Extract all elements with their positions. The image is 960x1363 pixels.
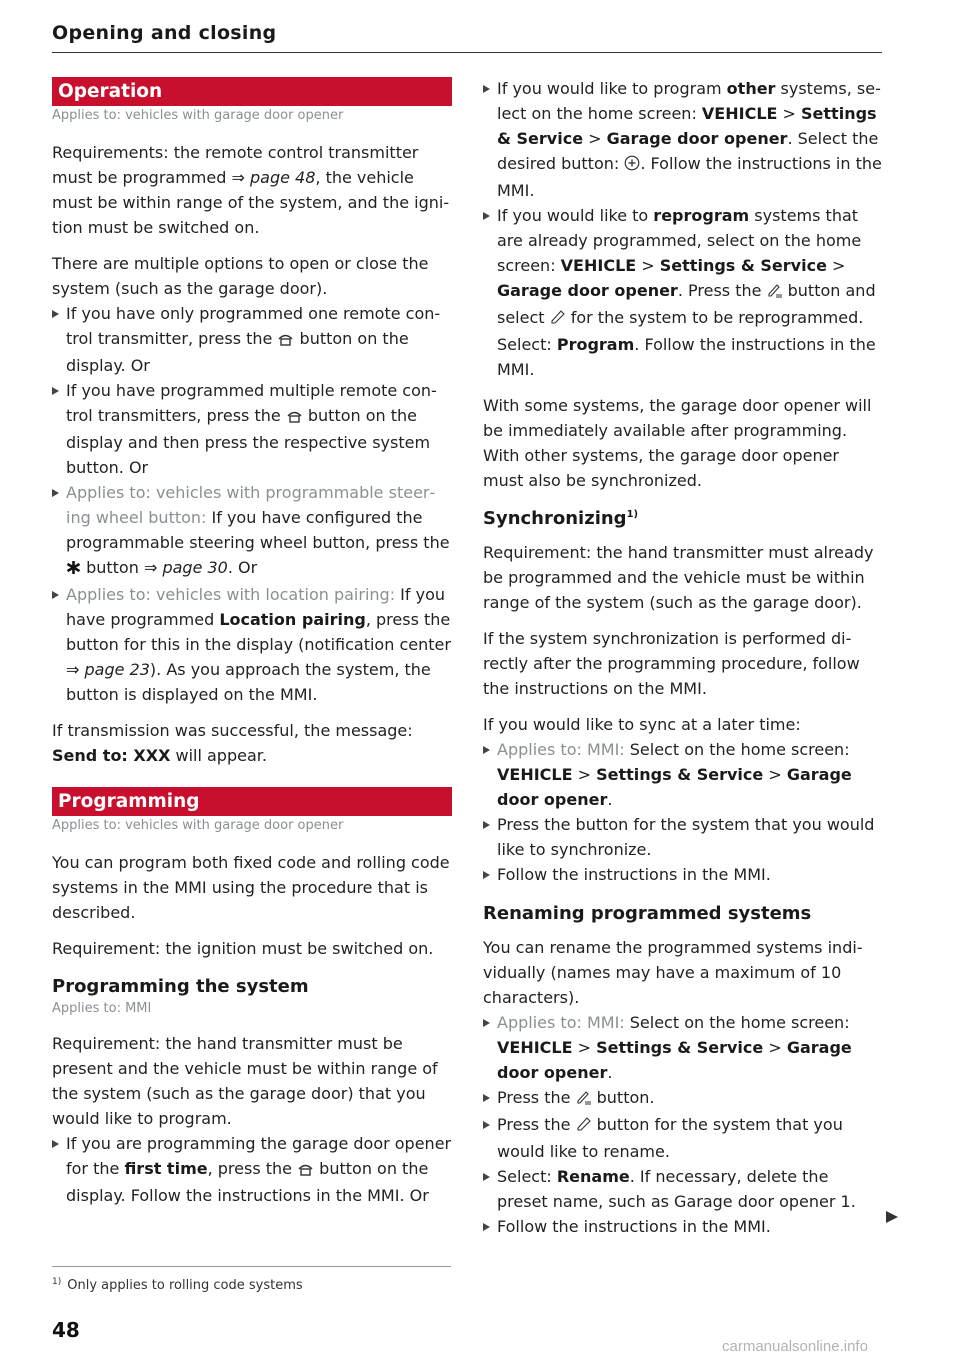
programming-list-right (483, 76, 883, 382)
synchronizing-heading: Synchronizing$^{1)}$ (483, 508, 639, 529)
list-item: If you have only programmed one remote control transmitter, press the button on the display. Or (52, 301, 452, 378)
operation-list (52, 301, 452, 707)
sync-direct: If the system synchronization is performed directly after the programming procedure, follow the instructions on the MMI. (483, 629, 860, 698)
footnote: $^{1)}$ Only applies to rolling code systems (52, 1276, 303, 1293)
rename-list (483, 1010, 883, 1239)
watermark: carmanualsonline.info (722, 1338, 868, 1355)
list-item: Select: Rename. If necessary, delete the preset name, such as Garage door opener 1. (483, 1164, 883, 1214)
list-item: If you would like to reprogram systems that are already programmed, select on the home screen: VEHICLE > Settings & Service > Garage door opener. Press the button and select for the system to be reprogrammed. Select: Program. Follow the instructions in the MMI. (483, 203, 883, 382)
page-link[interactable]: ⇒ page 23 (66, 660, 150, 679)
list-item: Applies to: MMI: Select on the home screen: VEHICLE > Settings & Service > Garage door opener. (483, 737, 883, 812)
programming-system-heading: Programming the system (52, 976, 309, 997)
programming-requirement: Requirement: the ignition must be switched on. (52, 939, 434, 958)
footnote-divider (52, 1266, 451, 1267)
page-link[interactable]: ⇒ page 30 (143, 558, 228, 577)
list-item: If you would like to program other systems, select on the home screen: VEHICLE > Settings & Service > Garage door opener. Select the desired button: . Follow the instructions in the MMI. (483, 76, 883, 203)
add-circle-icon (624, 153, 640, 178)
list-item: Press the button. (483, 1085, 883, 1112)
operation-result: If transmission was successful, the message: Send to: XXX will appear. (52, 721, 413, 765)
list-item: Follow the instructions in the MMI. (483, 862, 883, 887)
programming-intro: You can program both fixed code and rolling code systems in the MMI using the procedure that is described. (52, 853, 450, 922)
operation-requirements: Requirements: the remote control transmitter must be programmed ⇒ page 48, the vehicle must be within range of the system, and the ignition must be switched on. (52, 143, 450, 237)
renaming-heading: Renaming programmed systems (483, 903, 812, 924)
header-divider (52, 52, 882, 53)
asterisk-button-icon (66, 557, 81, 582)
page-number: 48 (52, 1318, 80, 1342)
rename-intro: You can rename the programmed systems individually (names may have a maximum of 10 characters). (483, 938, 863, 1007)
list-item: Applies to: vehicles with location pairing: If you have programmed Location pairing, press the button for this in the display (notification center ⇒ page 23). As you approach the system, the button is displayed on the MMI. (52, 582, 452, 707)
right-column (483, 76, 883, 1239)
programming-system-requirement: Requirement: the hand transmitter must be present and the vehicle must be within range of the system (such as the garage door) that you would like to program. (52, 1034, 438, 1128)
list-item: Applies to: MMI: Select on the home screen: VEHICLE > Settings & Service > Garage door opener. (483, 1010, 883, 1085)
continue-arrow-icon (886, 1211, 898, 1223)
left-column (52, 77, 452, 1208)
section-title: Opening and closing (52, 22, 277, 44)
programming-heading: Programming (52, 787, 452, 816)
programming-system-applies: Applies to: MMI (52, 1001, 152, 1016)
list-item: If you are programming the garage door opener for the first time, press the button on the display. Follow the instructions in the MMI. Or (52, 1131, 452, 1208)
edit-list-icon (576, 1087, 592, 1112)
list-item: Applies to: vehicles with programmable steering wheel button: If you have configured the programmable steering wheel button, press the button ⇒ page 30. Or (52, 480, 452, 582)
programming-applies: Applies to: vehicles with garage door opener (52, 818, 344, 833)
list-item: Follow the instructions in the MMI. (483, 1214, 883, 1239)
pencil-icon (576, 1114, 592, 1139)
operation-applies: Applies to: vehicles with garage door opener (52, 108, 344, 123)
edit-list-icon (767, 280, 783, 305)
list-item: Press the button for the system that you would like to rename. (483, 1112, 883, 1164)
sync-list (483, 737, 883, 887)
garage-remote-icon (297, 1158, 314, 1183)
garage-remote-icon (277, 328, 294, 353)
garage-remote-icon (286, 405, 303, 430)
page-link[interactable]: ⇒ page 48 (231, 168, 316, 187)
programming-note: With some systems, the garage door opener will be immediately available after programming. With other systems, the garage door opener must also be synchronized. (483, 396, 872, 490)
list-item: If you have programmed multiple remote control transmitters, press the button on the display and then press the respective system button. Or (52, 378, 452, 480)
pencil-icon (550, 307, 566, 332)
operation-heading: Operation (52, 77, 452, 106)
programming-list-left (52, 1131, 452, 1208)
sync-later: If you would like to sync at a later time: (483, 715, 801, 734)
sync-requirement: Requirement: the hand transmitter must already be programmed and the vehicle must be within range of the system (such as the garage door). (483, 543, 874, 612)
operation-options: There are multiple options to open or close the system (such as the garage door). (52, 254, 429, 298)
list-item: Press the button for the system that you would like to synchronize. (483, 812, 883, 862)
